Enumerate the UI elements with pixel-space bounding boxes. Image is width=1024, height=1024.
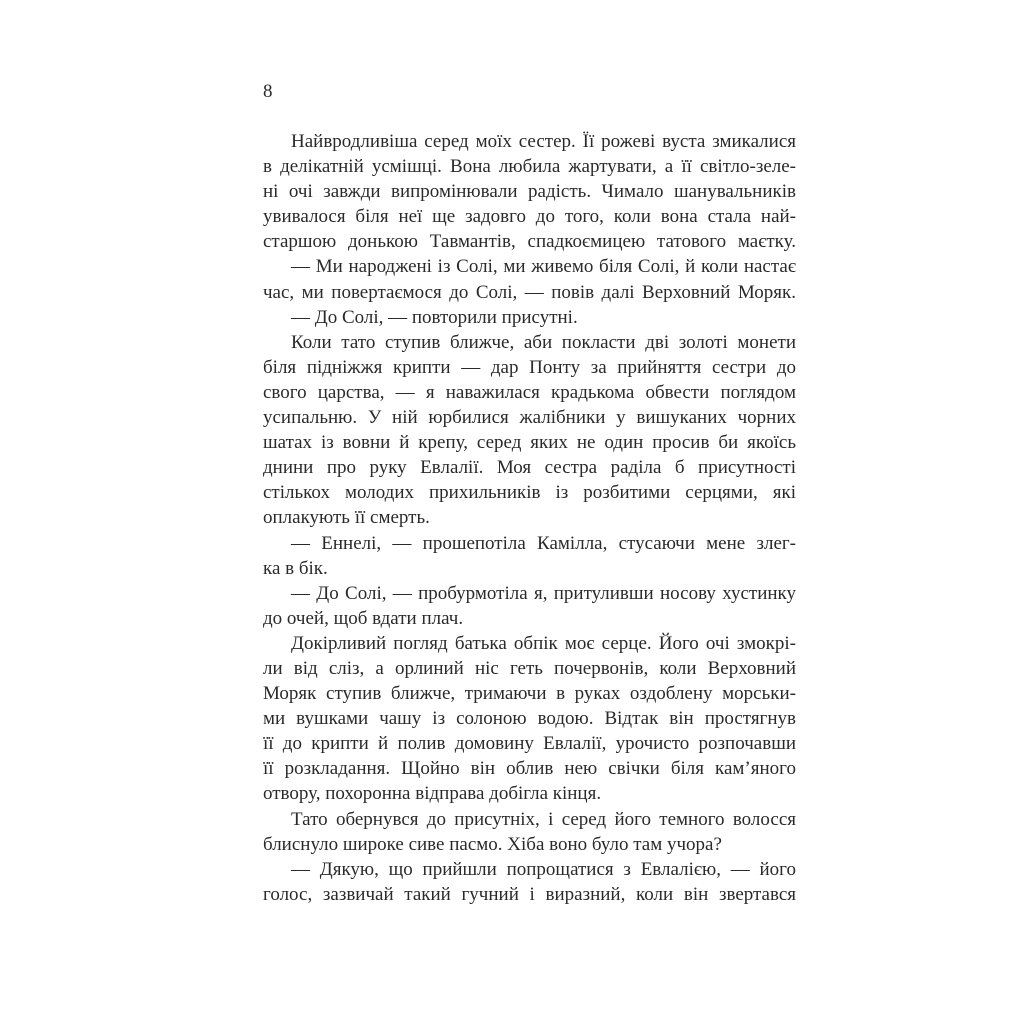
text-line: Моряк ступив ближче, тримаючи в руках оздоблену морськи- [263,683,796,705]
text-line: її до крипти й полив домовину Евлалії, урочисто розпочавши [263,733,796,755]
text-line: час, ми повертаємося до Солі, — повів далі Верховний Моряк. [263,281,796,303]
text-line: увивалося біля неї ще задовго до того, коли вона стала най- [263,206,796,228]
page-number: 8 [263,81,273,102]
text-line: свого царства, — я наважилася крадькома обвести поглядом [263,381,796,403]
text-line: біля підніжжя крипти — дар Понту за прийняття сестри до [263,356,796,378]
text-line: ми вушками чашу із солоною водою. Відтак він простягнув [263,708,796,730]
text-line: ні очі завжди випромінювали радість. Чимало шанувальників [263,181,796,203]
text-line: старшою донькою Тавмантів, спадкоємицею татового маєтку. [263,231,796,253]
text-line: оплакують її смерть. [263,507,430,529]
paragraph [263,254,796,304]
text-line: днини про руку Евлалії. Моя сестра раділа б присутності [263,457,796,479]
paragraph [263,631,796,807]
text-line: Найвродливіша серед моїх сестер. Її рожеві вуста змикалися [291,131,796,152]
paragraph [263,305,796,330]
text-line: — До Солі, — повторили присутні. [291,306,578,328]
text-line: Коли тато ступив ближче, аби покласти дві золоті монети [291,331,796,353]
text-line: усипальню. У ній юрбилися жалібники у вишуканих чорних [263,407,796,429]
text-line: — Дякую, що прийшли попрощатися з Евлалією, — його [291,858,796,880]
paragraph [263,581,796,631]
paragraph [263,531,796,581]
text-line: Тато обернувся до присутніх, і серед його темного волосся [291,808,796,830]
paragraph [263,330,796,531]
text-line: — Еннелі, — прошепотіла Камілла, стусаючи мене злег- [291,532,796,554]
text-line: — До Солі, — пробурмотіла я, притуливши носову хустинку [291,582,796,604]
text-line: — Ми народжені із Солі, ми живемо біля Солі, й коли настає [291,256,796,278]
text-line: шатах із вовни й крепу, серед яких не один просив би якоїсь [263,432,796,454]
paragraph [263,129,796,254]
text-line: ли від сліз, а орлиний ніс геть почервонів, коли Верховний [263,657,796,679]
paragraph [263,807,796,857]
text-line: її розкладання. Щойно він облив нею свічки біля кам’яного [263,758,796,780]
text-line: блиснуло широке сиве пасмо. Хіба воно було там учора? [263,833,722,855]
paragraph [263,857,796,907]
text-line: ка в бік. [263,557,328,579]
text-line: отвору, похоронна відправа добігла кінця. [263,783,602,805]
text-block [263,129,796,907]
text-line: Докірливий погляд батька обпік моє серце. Його очі змокрі- [291,632,796,654]
text-line: до очей, щоб вдати плач. [263,607,464,629]
text-line: стількох молодих прихильників із розбитими серцями, які [263,482,796,504]
text-line: голос, зазвичай такий гучний і виразний, коли він звертався [263,883,796,905]
text-line: в делікатній усмішці. Вона любила жартувати, а її світло-зеле- [263,156,796,178]
